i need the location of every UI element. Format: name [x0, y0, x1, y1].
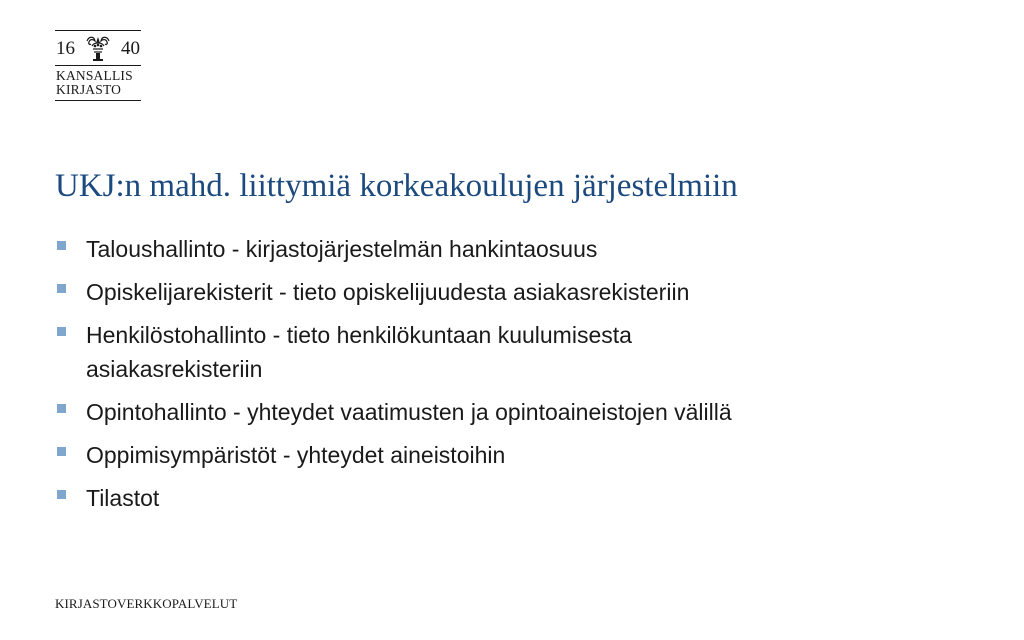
square-bullet-icon — [57, 327, 66, 336]
bullet-text: Opiskelijarekisterit - tieto opiskelijuudesta asiakasrekisteriin — [86, 279, 690, 305]
list-item — [57, 318, 957, 386]
logo-name-line2: KIRJASTO — [56, 82, 122, 97]
logo-year-left: 16 — [56, 37, 75, 59]
logo-name-line1: KANSALLIS — [56, 68, 133, 83]
logo-bottom-rule — [55, 100, 141, 101]
bullet-text: Oppimisympäristöt - yhteydet aineistoihin — [86, 442, 506, 468]
logo-emblem-row — [55, 31, 141, 65]
square-bullet-icon — [57, 490, 66, 499]
slide-footer: KIRJASTOVERKKOPALVELUT — [55, 596, 238, 611]
list-item — [57, 395, 957, 429]
bullet-text: Tilastot — [86, 485, 160, 511]
square-bullet-icon — [57, 447, 66, 456]
square-bullet-icon — [57, 241, 66, 250]
bullet-text: Henkilöstohallinto - tieto henkilökuntaan kuulumisesta asiakasrekisteriin — [86, 322, 632, 382]
slide-title: UKJ:n mahd. liittymiä korkeakoulujen järjestelmiin — [55, 168, 738, 204]
logo-name — [55, 66, 141, 100]
square-bullet-icon — [57, 284, 66, 293]
list-item — [57, 275, 957, 309]
bullet-list — [57, 232, 957, 524]
list-item — [57, 481, 957, 515]
logo-year-right: 40 — [121, 37, 140, 59]
list-item — [57, 438, 957, 472]
bullet-text: Taloushallinto - kirjastojärjestelmän hankintaosuus — [86, 236, 598, 262]
column-capital-icon — [83, 33, 113, 63]
kansalliskirjasto-logo — [55, 30, 141, 101]
square-bullet-icon — [57, 404, 66, 413]
list-item — [57, 232, 957, 266]
bullet-text: Opintohallinto - yhteydet vaatimusten ja opintoaineistojen välillä — [86, 399, 732, 425]
